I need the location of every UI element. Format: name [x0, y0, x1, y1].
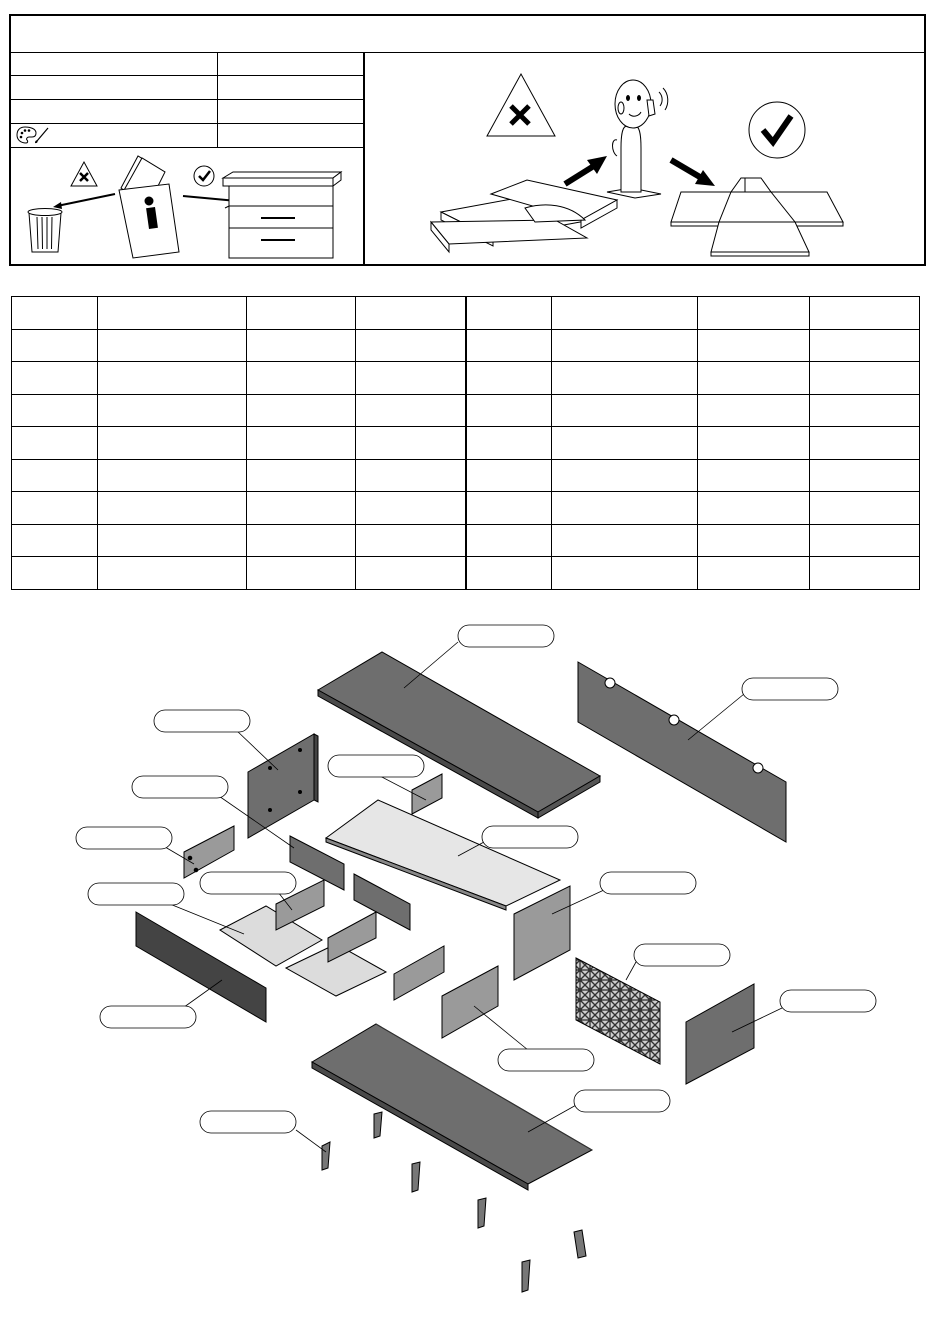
callout-bubble: [574, 1090, 670, 1112]
parts-cell: [247, 329, 356, 362]
parts-cell: [98, 427, 247, 460]
parts-cell: [466, 524, 552, 557]
parts-cell: [810, 329, 920, 362]
palette-brush-icon: [15, 125, 51, 145]
parts-row: [466, 557, 920, 590]
parts-cell: [698, 362, 810, 395]
handling-pictogram: [364, 52, 924, 264]
parts-cell: [698, 329, 810, 362]
part-callout: [498, 1049, 594, 1071]
parts-row: [466, 297, 920, 330]
parts-cell: [356, 329, 467, 362]
parts-cell: [12, 492, 98, 525]
parts-cell: [698, 492, 810, 525]
parts-list-left: [11, 296, 467, 590]
arrow-up: [565, 156, 607, 184]
lattice-front-panel: [576, 958, 660, 1064]
part-callout: [328, 755, 424, 777]
parts-row: [466, 427, 920, 460]
exploded-assembly-diagram: [0, 600, 950, 1344]
divider-panel: [184, 826, 234, 878]
parts-cell: [98, 524, 247, 557]
parts-cell: [552, 362, 698, 395]
part-callout: [600, 872, 696, 894]
side-panel-left: [248, 734, 318, 838]
parts-cell: [12, 329, 98, 362]
header-frame: [9, 14, 926, 266]
parts-cell: [247, 427, 356, 460]
parts-cell: [698, 557, 810, 590]
parts-cell: [466, 427, 552, 460]
parts-row: [12, 557, 467, 590]
parts-row: [466, 394, 920, 427]
callout-bubble: [634, 944, 730, 966]
parts-cell: [356, 459, 467, 492]
parts-cell: [552, 427, 698, 460]
callout-bubble: [780, 990, 876, 1012]
parts-cell: [356, 427, 467, 460]
parts-cell: [810, 362, 920, 395]
part-callout: [132, 776, 228, 798]
parts-cell: [356, 297, 467, 330]
parts-row: [466, 362, 920, 395]
info-row: [11, 99, 364, 123]
part-callout: [76, 827, 172, 849]
parts-cell: [356, 524, 467, 557]
parts-cell: [356, 362, 467, 395]
parts-cell: [552, 524, 698, 557]
parts-row: [466, 459, 920, 492]
parts-cell: [552, 459, 698, 492]
parts-cell: [247, 557, 356, 590]
info-booklet-icon: [119, 156, 179, 258]
parts-cell: [12, 524, 98, 557]
callout-bubble: [498, 1049, 594, 1071]
info-value: [218, 99, 364, 123]
parts-row: [12, 362, 467, 395]
parts-cell: [247, 492, 356, 525]
arrow-down: [671, 160, 715, 186]
parts-cell: [698, 427, 810, 460]
callout-bubble: [458, 625, 554, 647]
parts-row: [466, 492, 920, 525]
product-info-table: [11, 52, 364, 148]
part-callout: [88, 883, 184, 905]
info-value: [218, 75, 364, 99]
parts-cell: [247, 524, 356, 557]
arrow-to-trash: [53, 194, 115, 209]
handling-illustration: [365, 52, 923, 264]
parts-cell: [552, 394, 698, 427]
callout-bubble: [88, 883, 184, 905]
callout-bubble: [200, 872, 296, 894]
tv-unit-icon: [223, 172, 341, 258]
parts-cell: [810, 492, 920, 525]
parts-cell: [698, 394, 810, 427]
spread-boards-icon: [671, 178, 843, 256]
parts-cell: [98, 394, 247, 427]
parts-cell: [12, 427, 98, 460]
instructions-pictogram: [11, 148, 364, 264]
parts-cell: [12, 362, 98, 395]
parts-row: [12, 427, 467, 460]
callout-bubble: [328, 755, 424, 777]
parts-cell: [466, 329, 552, 362]
parts-cell: [98, 297, 247, 330]
parts-list-right: [465, 296, 920, 590]
callout-bubble: [200, 1111, 296, 1133]
parts-cell: [98, 492, 247, 525]
info-label: [11, 52, 218, 75]
parts-cell: [552, 557, 698, 590]
parts-row: [12, 394, 467, 427]
parts-cell: [98, 362, 247, 395]
callout-bubble: [482, 826, 578, 848]
info-row: [11, 123, 364, 147]
info-row: [11, 52, 364, 75]
part-callout: [574, 1090, 670, 1112]
part-callout: [780, 990, 876, 1012]
check-icon: [749, 102, 805, 158]
parts-cell: [466, 459, 552, 492]
info-label: [11, 99, 218, 123]
part-callout: [200, 1111, 296, 1133]
page-title: [11, 16, 924, 53]
parts-cell: [247, 394, 356, 427]
parts-cell: [552, 297, 698, 330]
callout-bubble: [76, 827, 172, 849]
end-panel: [686, 984, 754, 1084]
callout-bubble: [154, 710, 250, 732]
parts-row: [12, 459, 467, 492]
parts-row: [12, 297, 467, 330]
parts-cell: [356, 394, 467, 427]
parts-cell: [247, 459, 356, 492]
part-callout: [154, 710, 250, 732]
parts-cell: [98, 329, 247, 362]
callout-bubble: [600, 872, 696, 894]
parts-cell: [466, 394, 552, 427]
parts-cell: [698, 297, 810, 330]
parts-cell: [98, 459, 247, 492]
person-on-phone-icon: [607, 80, 668, 198]
parts-cell: [810, 459, 920, 492]
info-value: [218, 52, 364, 75]
part-callout: [200, 872, 296, 894]
info-value: [218, 123, 364, 147]
parts-cell: [466, 557, 552, 590]
info-label-color: [11, 123, 218, 147]
parts-cell: [552, 329, 698, 362]
parts-cell: [810, 297, 920, 330]
part-callout: [100, 1006, 196, 1028]
callout-bubble: [100, 1006, 196, 1028]
trash-bin-icon: [28, 209, 62, 253]
parts-cell: [810, 524, 920, 557]
callout-bubble: [742, 678, 838, 700]
small-bracket-panel: [412, 774, 442, 814]
check-icon: [194, 166, 214, 186]
parts-row: [12, 492, 467, 525]
parts-cell: [698, 524, 810, 557]
parts-cell: [247, 297, 356, 330]
parts-cell: [552, 492, 698, 525]
no-x-icon: [487, 74, 555, 136]
parts-cell: [356, 557, 467, 590]
part-callout: [634, 944, 730, 966]
parts-cell: [466, 362, 552, 395]
parts-cell: [247, 362, 356, 395]
no-x-icon: [71, 162, 97, 186]
side-panel-right: [514, 886, 570, 980]
part-callout: [742, 678, 838, 700]
parts-cell: [466, 297, 552, 330]
parts-row: [12, 329, 467, 362]
part-callout: [482, 826, 578, 848]
door-panel: [442, 966, 498, 1038]
parts-cell: [466, 492, 552, 525]
parts-row: [12, 524, 467, 557]
info-row: [11, 75, 364, 99]
parts-cell: [810, 557, 920, 590]
callout-bubble: [132, 776, 228, 798]
parts-cell: [12, 459, 98, 492]
parts-cell: [12, 394, 98, 427]
parts-cell: [810, 394, 920, 427]
parts-cell: [12, 297, 98, 330]
stacked-boards-icon: [431, 180, 617, 252]
parts-cell: [810, 427, 920, 460]
parts-cell: [356, 492, 467, 525]
instructions-illustration: [11, 148, 363, 264]
parts-row: [466, 329, 920, 362]
parts-cell: [98, 557, 247, 590]
info-label: [11, 75, 218, 99]
parts-cell: [698, 459, 810, 492]
part-callout: [458, 625, 554, 647]
parts-cell: [12, 557, 98, 590]
top-board-panel: [318, 652, 600, 818]
parts-row: [466, 524, 920, 557]
